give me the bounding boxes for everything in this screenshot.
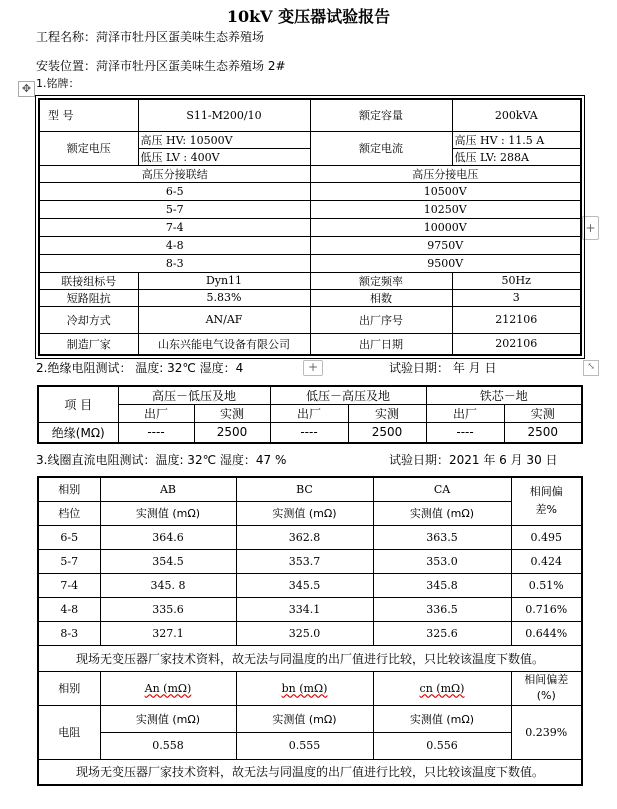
lv-cn-value: 0.556: [373, 732, 511, 759]
dcr-test-date: 试验日期：2021 年 6 月 30 日: [389, 453, 558, 467]
phases-label: 相数: [310, 289, 452, 306]
impedance-label: 短路阻抗: [39, 289, 138, 306]
install-location: 安装位置：菏泽市牡丹区蛋美味生态养殖场 2#: [36, 59, 286, 73]
tap-volt-5: 9500V: [310, 254, 581, 272]
bc-cell: 345.5: [236, 573, 373, 597]
tap-volt-1: 10500V: [310, 182, 581, 200]
section-2-heading: 2.绝缘电阻测试： 温度: 32℃ 湿度：4: [36, 361, 244, 375]
vector-group-value: Dyn11: [138, 272, 310, 289]
group-lv: 低压－高压及地: [270, 386, 426, 405]
table-row: [38, 621, 582, 645]
model-value: S11-M200/10: [138, 99, 310, 131]
lv-current: 低压 LV: 288A: [452, 148, 581, 165]
phase-bn: bn (mΩ): [236, 671, 373, 705]
group-hv: 高压－低压及地: [118, 386, 270, 405]
group-core: 铁芯－地: [426, 386, 582, 405]
resistance-label: 电阻: [38, 705, 100, 759]
maker-value: 山东兴能电气设备有限公司: [138, 333, 310, 355]
insulation-table: [37, 385, 583, 444]
model-label: 型 号: [39, 99, 138, 131]
add-column-icon[interactable]: +: [582, 216, 599, 240]
measured-header: 实测: [348, 405, 426, 423]
hv-current: 高压 HV : 11.5 A: [452, 131, 581, 148]
lv-diff-value: 0.239%: [511, 705, 582, 759]
tap-volt-4: 9750V: [310, 236, 581, 254]
ab-cell: 354.5: [100, 549, 236, 573]
serial-label: 出厂序号: [310, 306, 452, 333]
tap-cell: 4-8: [38, 597, 100, 621]
hv-voltage: 高压 HV: 10500V: [138, 131, 310, 148]
tap-volt-2: 10250V: [310, 200, 581, 218]
measured-header: 实测: [504, 405, 582, 423]
diff-cell: 0.716%: [511, 597, 582, 621]
insulation-value: ----: [118, 423, 194, 443]
impedance-value: 5.83%: [138, 289, 310, 306]
diff-cell: 0.644%: [511, 621, 582, 645]
diff-cell: 0.495: [511, 525, 582, 549]
bc-cell: 362.8: [236, 525, 373, 549]
phase-an: An (mΩ): [100, 671, 236, 705]
ca-cell: 336.5: [373, 597, 511, 621]
lv-voltage: 低压 LV : 400V: [138, 148, 310, 165]
factory-date-value: 202106: [452, 333, 581, 355]
bc-cell: 334.1: [236, 597, 373, 621]
project-name: 工程名称：菏泽市牡丹区蛋美味生态养殖场: [36, 30, 265, 44]
tap-conn-4: 4-8: [39, 236, 310, 254]
insulation-value: 2500: [504, 423, 582, 443]
table-row: [38, 597, 582, 621]
tap-conn-2: 5-7: [39, 200, 310, 218]
insulation-value: 2500: [348, 423, 426, 443]
cooling-label: 冷却方式: [39, 306, 138, 333]
ab-cell: 364.6: [100, 525, 236, 549]
factory-header: 出厂: [270, 405, 348, 423]
bc-cell: 325.0: [236, 621, 373, 645]
item-label: 项 目: [38, 386, 118, 423]
maker-label: 制造厂家: [39, 333, 138, 355]
ca-cell: 325.6: [373, 621, 511, 645]
phase-label: 相别: [38, 477, 100, 501]
diff-cell: 0.51%: [511, 573, 582, 597]
tap-cell: 5-7: [38, 549, 100, 573]
serial-value: 212106: [452, 306, 581, 333]
ca-cell: 345.8: [373, 573, 511, 597]
measured-unit-bc: 实测值 (mΩ): [236, 501, 373, 525]
table-row: [38, 525, 582, 549]
rated-capacity-value: 200kVA: [452, 99, 581, 131]
measured-unit-ca: 实测值 (mΩ): [373, 501, 511, 525]
lv-bn-value: 0.555: [236, 732, 373, 759]
dcr-note: 现场无变压器厂家技术资料，故无法与同温度的出厂值进行比较，只比较该温度下数值。: [38, 645, 582, 671]
ca-cell: 363.5: [373, 525, 511, 549]
report-title: 10kV 变压器试验报告: [226, 7, 391, 26]
diff-cell: 0.424: [511, 549, 582, 573]
factory-header: 出厂: [118, 405, 194, 423]
tap-voltage-header: 高压分接电压: [310, 165, 581, 182]
factory-header: 出厂: [426, 405, 504, 423]
tap-cell: 8-3: [38, 621, 100, 645]
phase-bc: BC: [236, 477, 373, 501]
add-row-icon[interactable]: +: [303, 360, 323, 376]
vector-group-label: 联接组标号: [39, 272, 138, 289]
tap-label: 档位: [38, 501, 100, 525]
cooling-value: AN/AF: [138, 306, 310, 333]
measured-unit-an: 实测值 (mΩ): [100, 705, 236, 732]
tap-cell: 7-4: [38, 573, 100, 597]
section-3-heading: 3.线圈直流电阻测试：温度: 32℃ 湿度：47 %: [36, 453, 287, 467]
insulation-value: ----: [270, 423, 348, 443]
bc-cell: 353.7: [236, 549, 373, 573]
insulation-value: ----: [426, 423, 504, 443]
lv-phase-label: 相别: [38, 671, 100, 705]
ca-cell: 353.0: [373, 549, 511, 573]
ab-cell: 327.1: [100, 621, 236, 645]
factory-date-label: 出厂日期: [310, 333, 452, 355]
tap-connection-header: 高压分接联结: [39, 165, 310, 182]
rated-voltage-label: 额定电压: [39, 131, 138, 165]
tap-volt-3: 10000V: [310, 218, 581, 236]
dc-resistance-table: [37, 476, 583, 786]
diff-label: 相间偏 差%: [511, 477, 582, 525]
rated-current-label: 额定电流: [310, 131, 452, 165]
table-row: [38, 573, 582, 597]
table-move-handle-icon[interactable]: ✥: [18, 81, 35, 97]
phase-ab: AB: [100, 477, 236, 501]
tap-conn-1: 6-5: [39, 182, 310, 200]
measured-unit-ab: 实测值 (mΩ): [100, 501, 236, 525]
insulation-row-label: 绝缘(MΩ): [38, 423, 118, 443]
resize-handle-icon[interactable]: ⤡: [583, 360, 599, 376]
insulation-test-date: 试验日期： 年 月 日: [389, 361, 497, 375]
rated-capacity-label: 额定容量: [310, 99, 452, 131]
phases-value: 3: [452, 289, 581, 306]
ab-cell: 345. 8: [100, 573, 236, 597]
measured-unit-cn: 实测值 (mΩ): [373, 705, 511, 732]
tap-cell: 6-5: [38, 525, 100, 549]
dcr-note-2: 现场无变压器厂家技术资料，故无法与同温度的出厂值进行比较，只比较该温度下数值。: [38, 759, 582, 785]
lv-an-value: 0.558: [100, 732, 236, 759]
phase-ca: CA: [373, 477, 511, 501]
section-1-heading: 1.铭牌：: [36, 77, 80, 90]
measured-unit-bn: 实测值 (mΩ): [236, 705, 373, 732]
lv-diff-label: 相间偏差 (%): [511, 671, 582, 705]
insulation-value: 2500: [194, 423, 270, 443]
tap-conn-3: 7-4: [39, 218, 310, 236]
table-row: [38, 549, 582, 573]
tap-conn-5: 8-3: [39, 254, 310, 272]
rated-frequency-label: 额定频率: [310, 272, 452, 289]
rated-frequency-value: 50Hz: [452, 272, 581, 289]
measured-header: 实测: [194, 405, 270, 423]
phase-cn: cn (mΩ): [373, 671, 511, 705]
nameplate-table: [38, 98, 582, 356]
ab-cell: 335.6: [100, 597, 236, 621]
